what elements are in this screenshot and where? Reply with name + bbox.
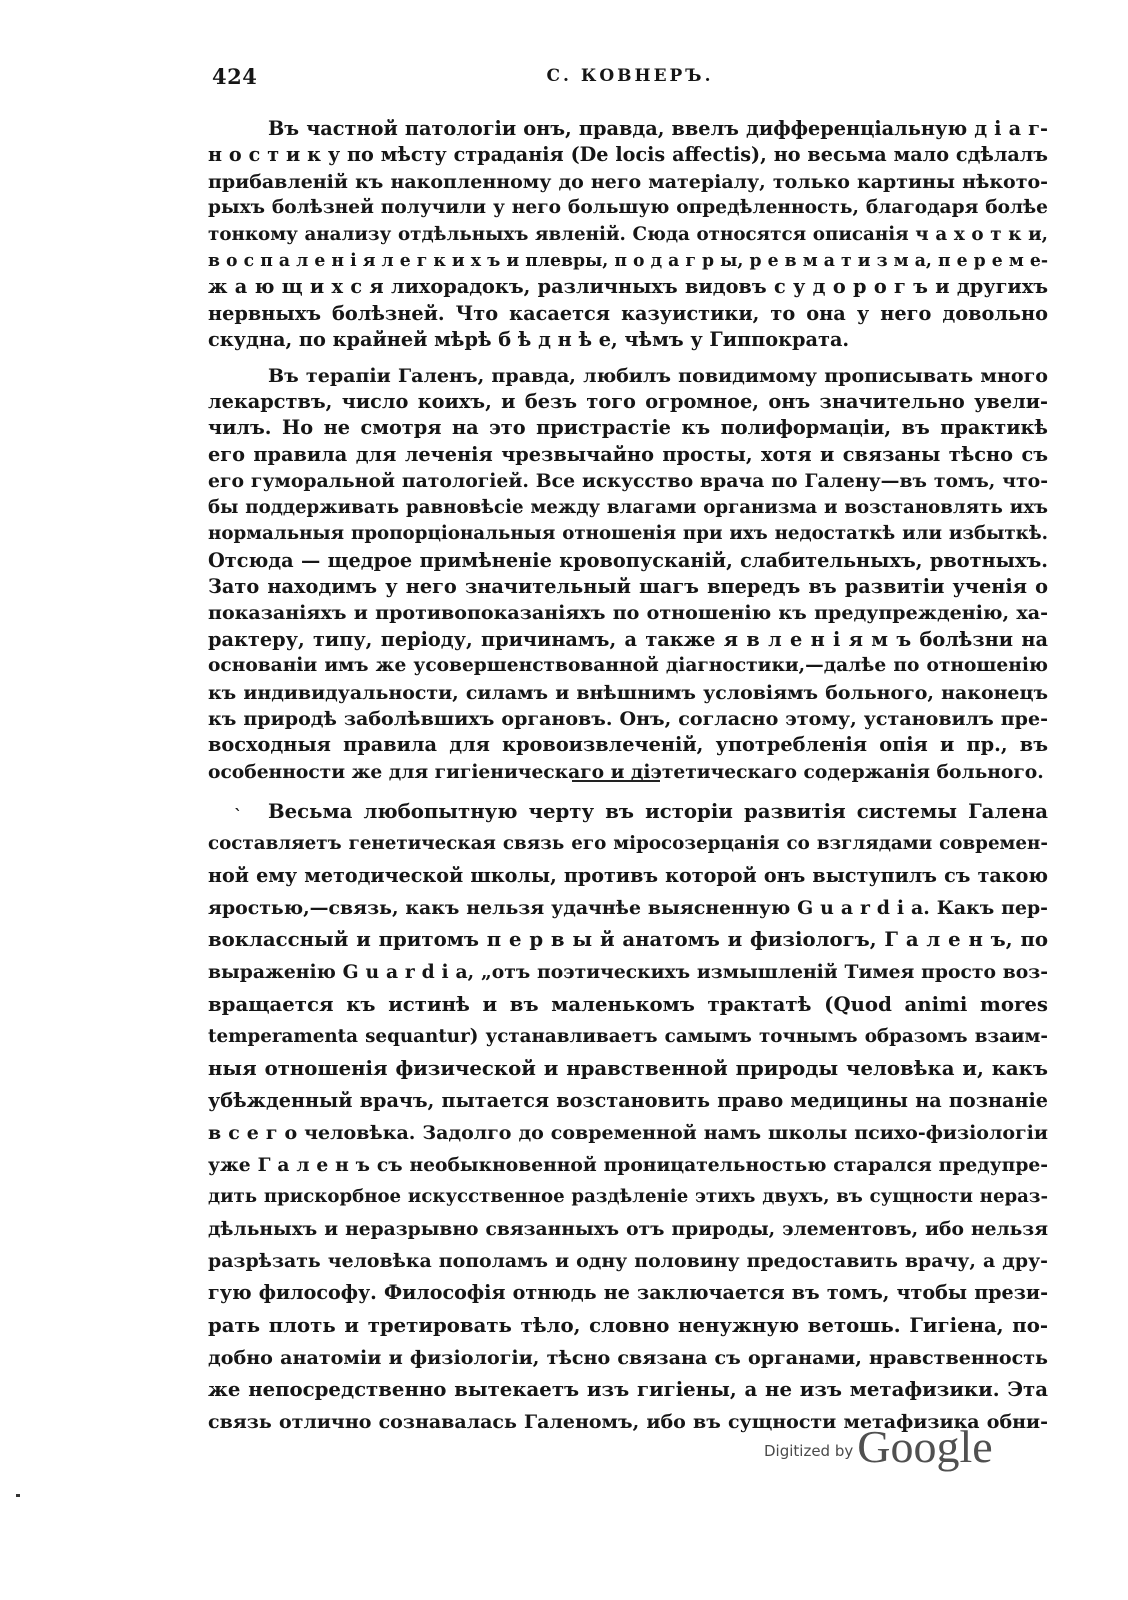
scan-speck: [16, 1494, 20, 1497]
text-line: Въ частной патологіи онъ, правда, ввелъ дифференціальную д і а г-: [268, 117, 1048, 140]
text-line: особенности же для гигіеническаго и діэтетическаго содержанія больного.: [208, 760, 1044, 783]
text-line: дѣльныхъ и неразрывно связанныхъ отъ природы, элементовъ, ибо нельзя: [208, 1218, 1048, 1241]
text-line: къ индивидуальности, силамъ и внѣшнимъ условіямъ больного, наконецъ: [208, 681, 1048, 704]
paragraph-pathology: [208, 116, 1048, 354]
digitized-prefix: Digitized by: [764, 1442, 854, 1460]
text-line: рактеру, типу, періоду, причинамъ, а также я в л е н і я м ъ болѣзни на: [208, 627, 1048, 651]
paragraph-therapy: [208, 363, 1048, 786]
text-line: связь отлично сознавалась Галеномъ, ибо въ сущности метафизика обни-: [208, 1410, 1048, 1433]
text-line: бы поддерживать равновѣсіе между влагами организма и возстановлять ихъ: [208, 496, 1048, 518]
upper-text-block: [208, 116, 1048, 785]
text-line: воклассный и притомъ п е р в ы й анатомъ и физіологъ, Г а л е н ъ, по: [208, 928, 1048, 952]
text-line: дить прискорбное искусственное раздѣленіе этихъ двухъ, въ сущности нераз-: [208, 1186, 1048, 1208]
text-line: тонкому анализу отдѣльныхъ явленій. Сюда относятся описанія ч а х о т к и,: [208, 223, 1048, 245]
text-line: разрѣзать человѣка пополамъ и одну половину предоставить врачу, а дру-: [208, 1250, 1048, 1273]
text-line: temperamenta sequantur) устанавливаетъ самымъ точнымъ образомъ взаим-: [208, 1025, 1048, 1047]
text-line: выраженію G u a r d i a, „отъ поэтическихъ измышленій Тимея просто воз-: [208, 961, 1048, 984]
running-head: С. КОВНЕРЪ.: [546, 66, 714, 86]
lower-text-block: [208, 796, 1048, 1438]
text-line: нормальныя пропорціональныя отношенія при ихъ недостаткѣ или избыткѣ.: [208, 523, 1048, 545]
text-line: Весьма любопытную черту въ исторіи развитія системы Галена: [268, 800, 1048, 823]
text-line: ж а ю щ и х с я лихорадокъ, различныхъ видовъ с у д о р о г ъ и другихъ: [208, 275, 1048, 299]
text-line: составляетъ генетическая связь его міросозерцанія со взглядами современ-: [208, 833, 1048, 855]
text-line: убѣжденный врачъ, пытается возстановить право медицины на познаніе: [208, 1088, 1048, 1112]
text-line: къ природѣ заболѣвшихъ органовъ. Онъ, согласно этому, установилъ пре-: [208, 707, 1048, 730]
text-line: основаніи имъ же усовершенствованной діагностики,—далѣе по отношенію: [208, 655, 1048, 677]
text-line: рыхъ болѣзней получили у него большую опредѣленность, благодаря болѣе: [208, 197, 1048, 219]
text-line: гую философу. Философія отнюдь не заключается въ томъ, чтобы прези-: [208, 1281, 1048, 1305]
stray-mark: `: [234, 806, 242, 825]
text-line: ныя отношенія физической и нравственной природы человѣка и, какъ: [208, 1056, 1048, 1080]
text-line: уже Г а л е н ъ съ необыкновенной проницательностью старался предупре-: [208, 1154, 1048, 1177]
google-logo: Google: [857, 1421, 993, 1472]
page-header: [212, 64, 1048, 94]
text-line: лекарствъ, число коихъ, и безъ того огромное, онъ значительно увели-: [208, 390, 1048, 414]
text-line: яростью,—связь, какъ нельзя удачнѣе выясненную G u a r d i a. Какъ пер-: [208, 897, 1048, 920]
text-line: добно анатоміи и физіологіи, тѣсно связана съ органами, нравственность: [208, 1345, 1048, 1369]
text-line: же непосредственно вытекаетъ изъ гигіены, а не изъ метафизики. Эта: [208, 1377, 1048, 1401]
text-line: Зато находимъ у него значительный шагъ впередъ въ развитіи ученія о: [208, 574, 1048, 598]
text-line: показаніяхъ и противопоказаніяхъ по отношенію къ предупрежденію, ха-: [208, 602, 1048, 625]
text-line: в о с п а л е н і я л е г к и х ъ и плевры, п о д а г р ы, р е в м а т и з м а, п е р е м е-: [208, 251, 1048, 272]
text-line: рать плоть и третировать тѣло, словно ненужную ветошь. Гигіена, по-: [208, 1313, 1048, 1337]
paragraph-methodic-school: [208, 796, 1048, 1438]
digitized-watermark: [764, 1420, 993, 1473]
text-line: Отсюда — щедрое примѣненіе кровопусканій, слабительныхъ, рвотныхъ.: [208, 548, 1048, 572]
page-number: 424: [212, 64, 258, 89]
text-line: вращается къ истинѣ и въ маленькомъ трактатѣ (Quod animi mores: [208, 992, 1048, 1016]
text-line: нервныхъ болѣзней. Что касается казуистики, то она у него довольно: [208, 301, 1048, 325]
text-line: Въ терапіи Галенъ, правда, любилъ повидимому прописывать много: [268, 364, 1048, 387]
text-line: его правила для леченія чрезвычайно просты, хотя и связаны тѣсно съ: [208, 442, 1048, 466]
text-line: чилъ. Но не смотря на это пристрастіе къ полиформаціи, въ практикѣ: [208, 416, 1048, 440]
text-line: ной ему методической школы, противъ которой онъ выступилъ съ такою: [208, 864, 1048, 888]
text-line: н о с т и к у по мѣсту страданія (De locis affectis), но весьма мало сдѣлалъ: [208, 143, 1048, 167]
text-line: его гуморальной патологіей. Все искусство врача по Галену—въ томъ, что-: [208, 470, 1048, 493]
text-line: в с е г о человѣка. Задолго до современной намъ школы психо-физіологіи: [208, 1121, 1048, 1144]
text-line: прибавленій къ накопленному до него матеріалу, только картины нѣкото-: [208, 170, 1048, 193]
section-divider: [572, 780, 660, 782]
text-line: скудна, по крайней мѣрѣ б ѣ д н ѣ е, чѣмъ у Гиппократа.: [208, 328, 850, 352]
text-line: восходныя правила для кровоизвлеченій, употребленія опія и пр., въ: [208, 733, 1048, 757]
